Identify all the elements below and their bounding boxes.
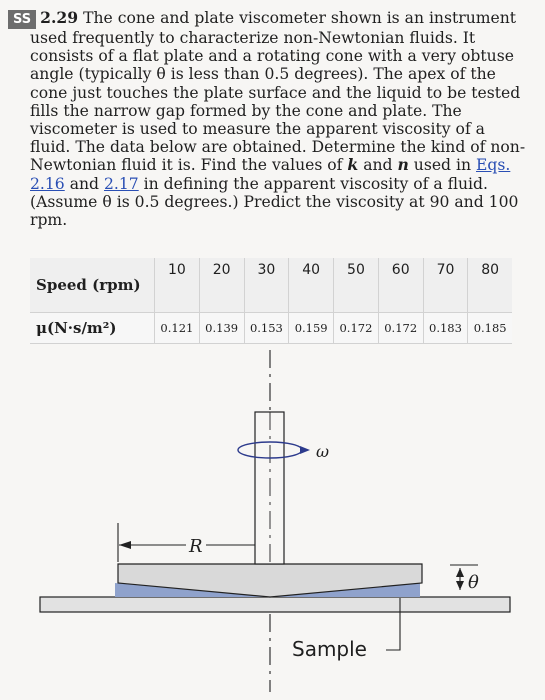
- viscosity-cell: 0.172: [334, 313, 379, 344]
- text-and: and: [358, 156, 398, 175]
- theta-label: θ: [468, 572, 479, 593]
- radius-arrow-icon: [119, 541, 131, 549]
- speed-cell: 80: [468, 258, 512, 313]
- speed-cell: 50: [334, 258, 379, 313]
- problem-number: 2.29: [40, 8, 79, 27]
- problem-text-2: in defining the apparent viscosity of a fluid. (Assume θ is 0.5 degrees.) Predict the viscosity at 90 and 100 rpm.: [30, 174, 519, 230]
- speed-cell: 30: [244, 258, 289, 313]
- speed-cell: 70: [423, 258, 468, 313]
- speed-header: Speed (rpm): [30, 258, 155, 313]
- viscometer-diagram: [0, 340, 545, 700]
- viscosity-cell: 0.185: [468, 313, 512, 344]
- data-table: [30, 258, 512, 344]
- text-used-in: used in: [408, 156, 476, 175]
- ss-badge: SS: [8, 10, 36, 29]
- speed-cell: 60: [378, 258, 423, 313]
- speed-cell: 20: [199, 258, 244, 313]
- sample-label: Sample: [292, 637, 367, 661]
- speed-row: [30, 258, 512, 313]
- theta-arrow-icon: [456, 568, 464, 577]
- viscosity-row: [30, 313, 512, 344]
- link-eqs-2-16[interactable]: Eqs. 2.16: [30, 156, 511, 193]
- viscosity-cell: 0.183: [423, 313, 468, 344]
- problem-text-1: The cone and plate viscometer shown is an instrument used frequently to characterize non-Newtonian fluids. It consists of a flat plate and a rotating cone with a very obtuse angle (typically θ is less than 0.5 degrees). The apex of the cone just touches the plate surface and the liquid to be tested fills the narrow gap formed by the cone and plate. The viscometer is used to measure the apparent viscosity of a fluid. The data below are obtained. Determine the kind of non-Newtonian fluid it is. Find the values of: [30, 9, 526, 175]
- text-and-2: and: [64, 174, 104, 193]
- var-k: k: [347, 155, 359, 175]
- problem-statement: [13, 8, 530, 230]
- viscosity-header: μ(N·s/m²): [30, 313, 155, 344]
- viscosity-cell: 0.159: [289, 313, 334, 344]
- viscosity-cell: 0.121: [155, 313, 200, 344]
- viscosity-cell: 0.172: [378, 313, 423, 344]
- radius-label: R: [189, 536, 203, 557]
- speed-cell: 40: [289, 258, 334, 313]
- viscosity-cell: 0.139: [199, 313, 244, 344]
- flat-plate: [40, 597, 510, 612]
- speed-cell: 10: [155, 258, 200, 313]
- link-eq-2-17[interactable]: 2.17: [103, 174, 139, 193]
- viscosity-cell: 0.153: [244, 313, 289, 344]
- omega-label: ω: [316, 442, 330, 461]
- var-n: n: [397, 155, 409, 175]
